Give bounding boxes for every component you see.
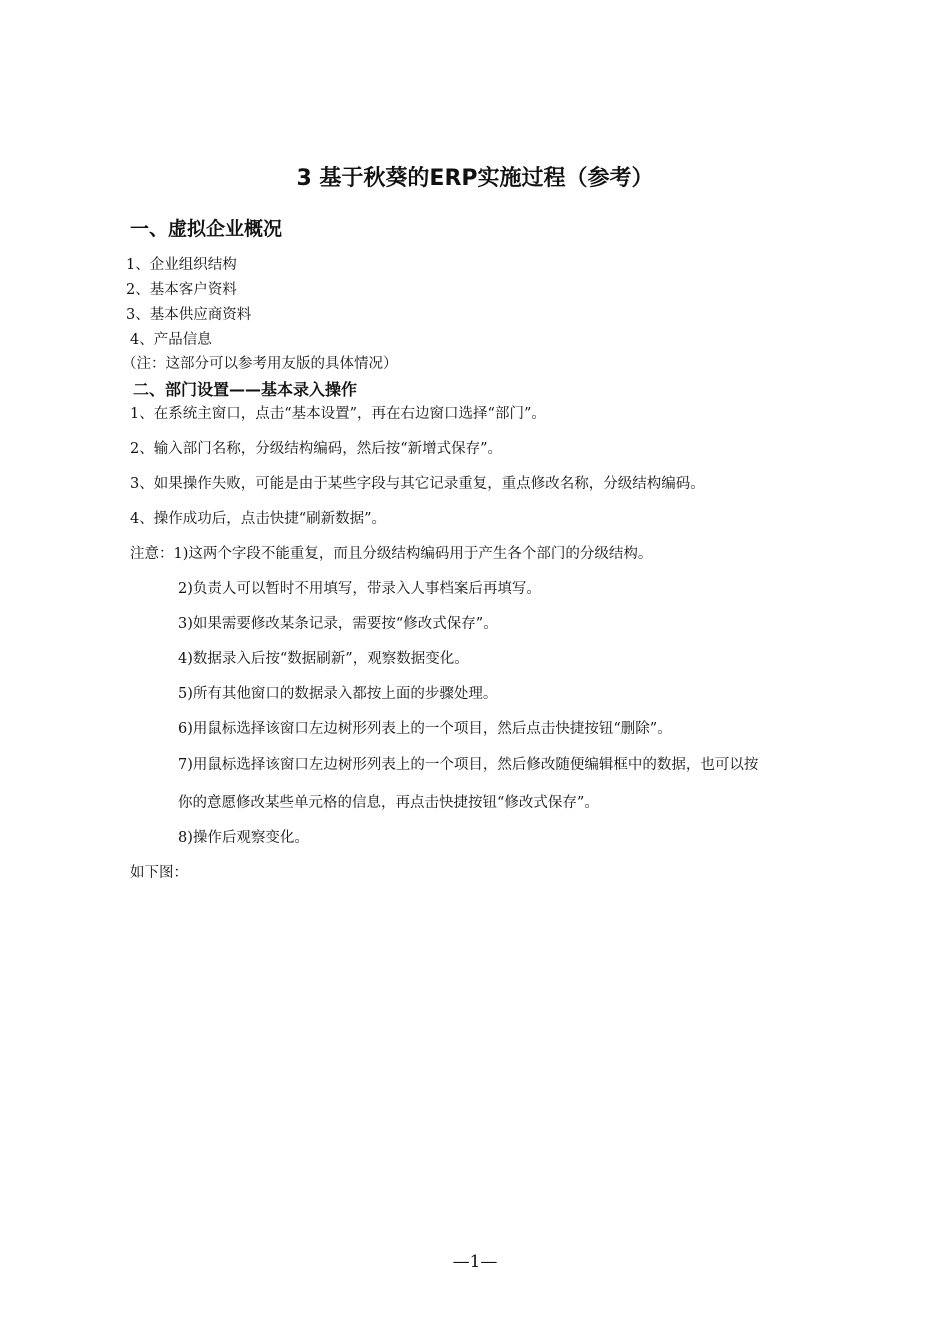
section1-item: 4、产品信息 — [130, 332, 212, 348]
note-line: 3)如果需要修改某条记录，需要按“修改式保存”。 — [178, 616, 498, 632]
section2-step: 2、输入部门名称，分级结构编码，然后按“新增式保存”。 — [130, 441, 503, 457]
note-line: 注意：1)这两个字段不能重复，而且分级结构编码用于产生各个部门的分级结构。 — [130, 546, 653, 562]
closing-line: 如下图： — [130, 865, 188, 881]
section1-item: 1、企业组织结构 — [126, 257, 237, 273]
section2-heading: 二、部门设置——基本录入操作 — [133, 380, 358, 399]
page-number: —1— — [452, 1252, 498, 1272]
section2-step: 3、如果操作失败，可能是由于某些字段与其它记录重复，重点修改名称，分级结构编码。 — [130, 476, 705, 492]
note-line: 5)所有其他窗口的数据录入都按上面的步骤处理。 — [178, 686, 498, 702]
section1-note: （注：这部分可以参考用友版的具体情况） — [122, 356, 398, 372]
section1-heading: 一、虚拟企业概况 — [130, 218, 283, 240]
note-line: 2)负责人可以暂时不用填写，带录入人事档案后再填写。 — [178, 581, 541, 597]
note-line: 你的意愿修改某些单元格的信息，再点击快捷按钮“修改式保存”。 — [178, 795, 599, 811]
section1-item: 2、基本客户资料 — [126, 282, 237, 298]
document-title: 3 基于秋葵的ERP实施过程（参考） — [296, 166, 654, 191]
note-line: 7)用鼠标选择该窗口左边树形列表上的一个项目，然后修改随便编辑框中的数据，也可以按 — [178, 757, 759, 773]
section2-step: 1、在系统主窗口，点击“基本设置”，再在右边窗口选择“部门”。 — [130, 406, 546, 422]
section1-item: 3、基本供应商资料 — [126, 307, 252, 323]
note-line: 8)操作后观察变化。 — [178, 830, 309, 846]
note-line: 4)数据录入后按“数据刷新”，观察数据变化。 — [178, 651, 469, 667]
note-line: 6)用鼠标选择该窗口左边树形列表上的一个项目，然后点击快捷按钮“删除”。 — [178, 721, 672, 737]
section2-step: 4、操作成功后，点击快捷“刷新数据”。 — [130, 511, 387, 527]
